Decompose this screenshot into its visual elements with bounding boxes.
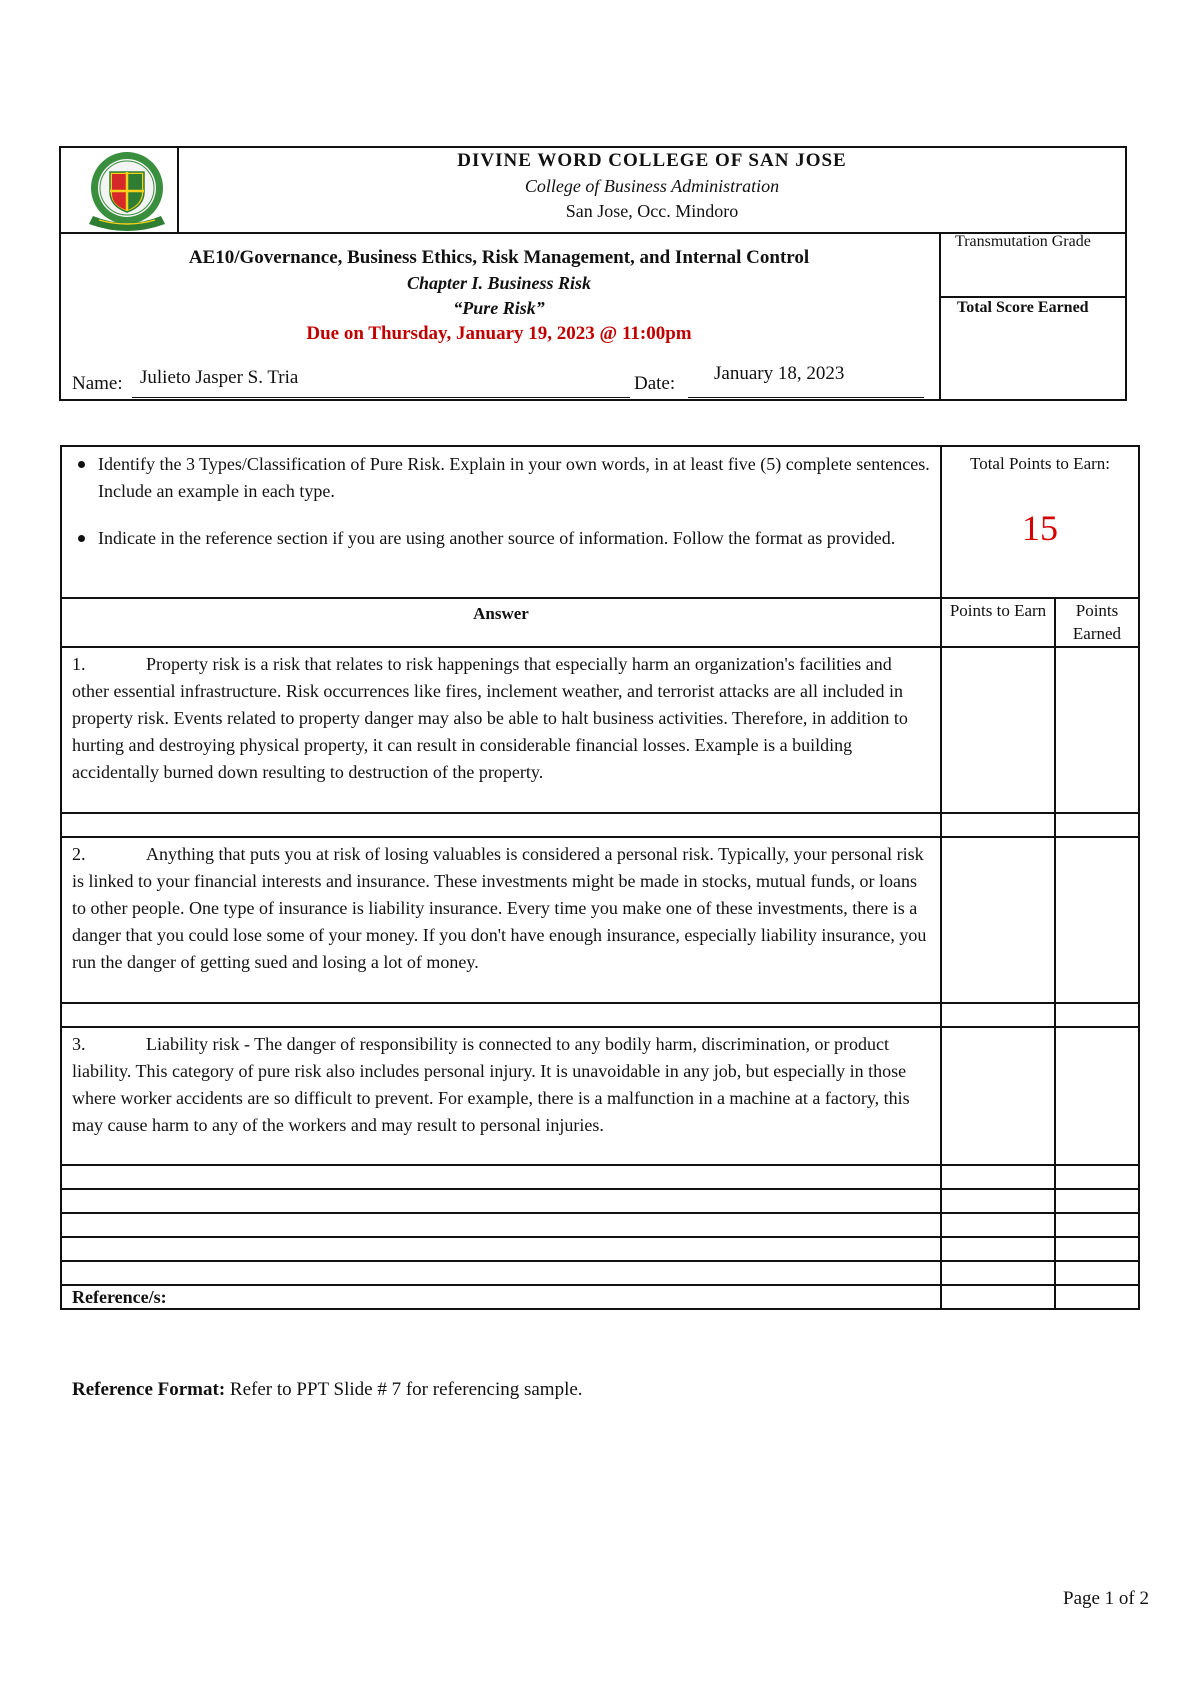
date-underline — [688, 397, 924, 398]
name-field[interactable]: Julieto Jasper S. Tria — [140, 367, 299, 388]
answer-row — [61, 1027, 1139, 1165]
points-to-earn-cell[interactable] — [941, 837, 1055, 1003]
total-score-label: Total Score Earned — [957, 299, 1089, 316]
chapter-title: Chapter I. Business Risk — [406, 273, 592, 293]
reference-format-label: Reference Format: — [72, 1379, 226, 1400]
due-date: Due on Thursday, January 19, 2023 @ 11:00pm — [306, 323, 692, 344]
instruction-item: Indicate in the reference section if you are using another source of information. Follow the format as provided. — [78, 525, 930, 552]
answer-cell[interactable] — [61, 1027, 941, 1165]
total-points-value: 15 — [1022, 508, 1058, 548]
points-to-earn-cell[interactable] — [941, 647, 1055, 813]
date-field[interactable]: January 18, 2023 — [714, 363, 845, 384]
points-earned-cell[interactable] — [1055, 837, 1139, 1003]
institution-name: DIVINE WORD COLLEGE OF SAN JOSE — [457, 150, 847, 171]
answer-number: 2. — [72, 844, 86, 864]
answer-row — [61, 647, 1139, 813]
answer-text: Anything that puts you at risk of losing valuables is considered a personal risk. Typically, your personal risk is linked to your financial interests and insurance. These investments might be made in stocks, mutual funds, or loans to other people. One type of insurance is liability insurance. Every time you make one of these investments, there is a danger that you could lose some of your money. If you don't have enough insurance, especially liability insurance, you run the danger of getting sued and losing a lot of money. — [72, 844, 927, 972]
points-earned-header: Points Earned — [1055, 598, 1139, 647]
reference-format-text: Refer to PPT Slide # 7 for referencing sample. — [229, 1379, 583, 1400]
transmutation-grade-label: Transmutation Grade — [955, 233, 1091, 250]
blank-row — [61, 1003, 1139, 1027]
instructions-row — [61, 446, 1139, 598]
column-header-row — [61, 598, 1139, 647]
points-earned-cell[interactable] — [1055, 1027, 1139, 1165]
answer-header: Answer — [61, 598, 941, 647]
answer-row — [61, 837, 1139, 1003]
answer-number: 3. — [72, 1034, 86, 1054]
answer-number: 1. — [72, 654, 86, 674]
answer-cell[interactable] — [61, 647, 941, 813]
location: San Jose, Occ. Mindoro — [565, 201, 739, 221]
reference-format — [72, 1379, 583, 1401]
topic-title: “Pure Risk” — [453, 298, 545, 318]
blank-row — [61, 1213, 1139, 1237]
page-number: Page 1 of 2 — [1063, 1588, 1150, 1609]
college-seal-icon — [79, 150, 175, 232]
name-underline — [132, 397, 630, 398]
date-label: Date: — [634, 373, 676, 394]
answer-cell[interactable] — [61, 837, 941, 1003]
blank-row — [61, 1237, 1139, 1261]
name-label: Name: — [72, 373, 123, 394]
answer-text: Property risk is a risk that relates to risk happenings that especially harm an organization's facilities and other essential infrastructure. Risk occurrences like fires, inclement weather, and terrorist attacks are all included in property risk. Events related to property danger may also be able to halt business activities. Therefore, in addition to hurting and destroying physical property, it can result in considerable financial losses. Example is a building accidentally burned down resulting to destruction of the property. — [72, 654, 908, 782]
points-to-earn-cell[interactable] — [941, 1027, 1055, 1165]
points-to-earn-header: Points to Earn — [941, 598, 1055, 647]
points-earned-cell[interactable] — [1055, 647, 1139, 813]
instruction-item: Identify the 3 Types/Classification of Pure Risk. Explain in your own words, in at least five (5) complete sentences. Include an example in each type. — [78, 451, 930, 505]
instructions-cell — [61, 446, 941, 598]
blank-row — [61, 1261, 1139, 1285]
total-points-label: Total Points to Earn: — [970, 454, 1110, 473]
total-points-cell — [941, 446, 1139, 598]
blank-row — [61, 1189, 1139, 1213]
blank-row — [61, 1165, 1139, 1189]
references-label[interactable]: Reference/s: — [61, 1285, 941, 1309]
references-row — [61, 1285, 1139, 1309]
college-name: College of Business Administration — [524, 176, 780, 196]
blank-row — [61, 813, 1139, 837]
course-title: AE10/Governance, Business Ethics, Risk Management, and Internal Control — [188, 247, 810, 268]
answer-table — [60, 445, 1140, 1310]
answer-text: Liability risk - The danger of responsibility is connected to any bodily harm, discrimination, or product liability. This category of pure risk also includes personal injury. It is unavoidable in any job, but especially in those where worker accidents are so difficult to prevent. For example, there is a malfunction in a machine at a factory, this may cause harm to any of the workers and may result to personal injuries. — [72, 1034, 910, 1135]
